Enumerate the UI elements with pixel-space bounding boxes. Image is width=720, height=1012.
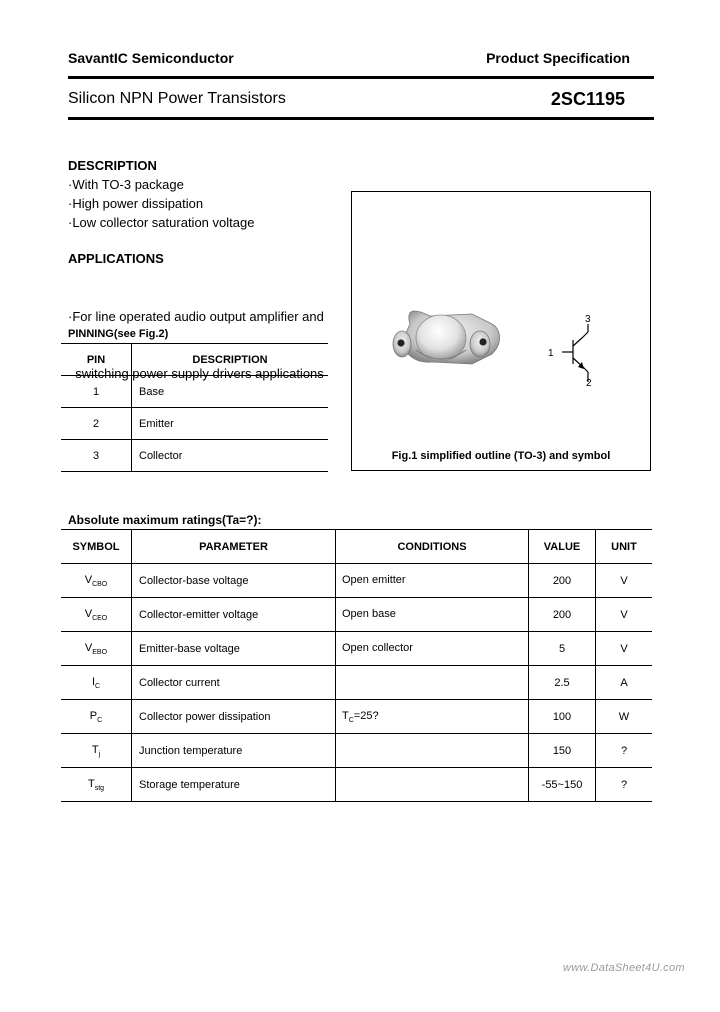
npn-transistor-symbol-icon bbox=[562, 324, 588, 382]
table-row bbox=[61, 666, 652, 700]
value-header: VALUE bbox=[529, 530, 596, 564]
pinning-table bbox=[61, 343, 328, 472]
conditions-cell bbox=[336, 666, 529, 700]
value-cell: 5 bbox=[529, 632, 596, 666]
table-row bbox=[61, 598, 652, 632]
symbol-cell: $T_{stg}$ bbox=[61, 768, 132, 802]
symbol-cell: $P_C$ bbox=[61, 700, 132, 734]
parameter-cell: Collector power dissipation bbox=[132, 700, 336, 734]
symbol-cell: $T_j$ bbox=[61, 734, 132, 768]
ratings-table bbox=[61, 529, 652, 802]
to3-package-icon bbox=[393, 311, 500, 364]
pin-description: Collector bbox=[132, 440, 329, 472]
value-cell: 100 bbox=[529, 700, 596, 734]
unit-header: UNIT bbox=[596, 530, 653, 564]
symbol-label-collector: 3 bbox=[585, 314, 591, 325]
symbol-label-emitter: 2 bbox=[586, 378, 592, 389]
table-row bbox=[61, 408, 328, 440]
symbol-cell: $V_{EBO}$ bbox=[61, 632, 132, 666]
pinning-header-row bbox=[61, 344, 328, 376]
pin-number: 1 bbox=[61, 376, 132, 408]
table-row bbox=[61, 734, 652, 768]
watermark: www.DataSheet4U.com bbox=[563, 962, 685, 974]
conditions-cell: Open emitter bbox=[336, 564, 529, 598]
value-cell: 200 bbox=[529, 598, 596, 632]
document-type: Product Specification bbox=[486, 50, 630, 66]
symbol-cell: $V_{CBO}$ bbox=[61, 564, 132, 598]
conditions-cell bbox=[336, 734, 529, 768]
symbol-header: SYMBOL bbox=[61, 530, 132, 564]
conditions-cell: $T_C=25$? bbox=[336, 700, 529, 734]
unit-cell: V bbox=[596, 632, 653, 666]
parameter-header: PARAMETER bbox=[132, 530, 336, 564]
unit-cell: V bbox=[596, 564, 653, 598]
product-family: Silicon NPN Power Transistors bbox=[68, 90, 286, 107]
table-row bbox=[61, 564, 652, 598]
pin-description: Emitter bbox=[132, 408, 329, 440]
parameter-cell: Collector-emitter voltage bbox=[132, 598, 336, 632]
description-title: DESCRIPTION bbox=[68, 158, 157, 173]
conditions-header: CONDITIONS bbox=[336, 530, 529, 564]
parameter-cell: Collector-base voltage bbox=[132, 564, 336, 598]
table-row bbox=[61, 700, 652, 734]
symbol-label-base: 1 bbox=[548, 348, 554, 359]
table-row bbox=[61, 376, 328, 408]
pin-number: 2 bbox=[61, 408, 132, 440]
conditions-cell bbox=[336, 768, 529, 802]
unit-cell: ? bbox=[596, 734, 653, 768]
description-item: ·High power dissipation bbox=[68, 196, 204, 211]
header-rule-bottom bbox=[68, 117, 654, 120]
description-item: ·Low collector saturation voltage bbox=[68, 215, 255, 230]
company-name: SavantIC Semiconductor bbox=[68, 50, 234, 66]
pin-number: 3 bbox=[61, 440, 132, 472]
applications-item: ·For line operated audio output amplifier and bbox=[68, 309, 324, 324]
unit-cell: V bbox=[596, 598, 653, 632]
figure-box bbox=[351, 191, 651, 471]
parameter-cell: Collector current bbox=[132, 666, 336, 700]
value-cell: 150 bbox=[529, 734, 596, 768]
pin-description-header: DESCRIPTION bbox=[132, 344, 329, 376]
parameter-cell: Junction temperature bbox=[132, 734, 336, 768]
applications-title: APPLICATIONS bbox=[68, 251, 164, 266]
ratings-header-row bbox=[61, 530, 652, 564]
table-row bbox=[61, 768, 652, 802]
symbol-cell: $V_{CEO}$ bbox=[61, 598, 132, 632]
symbol-cell: $I_C$ bbox=[61, 666, 132, 700]
unit-cell: A bbox=[596, 666, 653, 700]
parameter-cell: Storage temperature bbox=[132, 768, 336, 802]
table-row bbox=[61, 440, 328, 472]
value-cell: 2.5 bbox=[529, 666, 596, 700]
pin-header: PIN bbox=[61, 344, 132, 376]
value-cell: 200 bbox=[529, 564, 596, 598]
parameter-cell: Emitter-base voltage bbox=[132, 632, 336, 666]
pin-description: Base bbox=[132, 376, 329, 408]
header-rule-top bbox=[68, 76, 654, 79]
part-number: 2SC1195 bbox=[550, 89, 625, 109]
unit-cell: W bbox=[596, 700, 653, 734]
pinning-title: PINNING(see Fig.2) bbox=[68, 328, 169, 340]
value-cell: -55~150 bbox=[529, 768, 596, 802]
conditions-cell: Open base bbox=[336, 598, 529, 632]
figure-caption: Fig.1 simplified outline (TO-3) and symbol bbox=[391, 450, 611, 462]
applications-item: switching power supply drivers applications bbox=[68, 366, 324, 381]
ratings-title: Absolute maximum ratings(Ta=?): bbox=[68, 513, 262, 527]
figure-drawing bbox=[352, 192, 650, 470]
conditions-cell: Open collector bbox=[336, 632, 529, 666]
table-row bbox=[61, 632, 652, 666]
description-list bbox=[68, 175, 254, 232]
description-item: ·With TO-3 package bbox=[68, 177, 184, 192]
unit-cell: ? bbox=[596, 768, 653, 802]
